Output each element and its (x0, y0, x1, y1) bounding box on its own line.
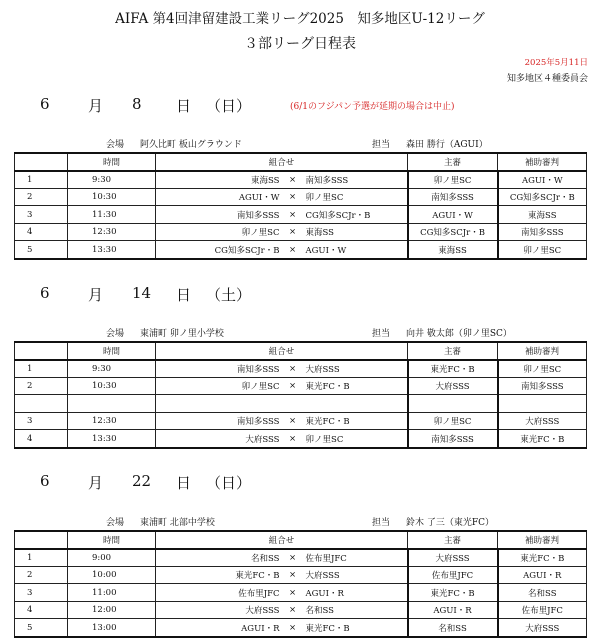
versus-mark (282, 395, 304, 413)
assistant-team: 卯ノ里SC (498, 241, 587, 259)
match-number: 2 (15, 188, 68, 206)
manager-label: 担当 (372, 518, 391, 528)
versus-mark: × (282, 566, 304, 584)
kickoff-time: 10:30 (68, 188, 156, 206)
kickoff-time: 9:30 (68, 360, 156, 378)
publish-date: 2025年5月11日 (524, 58, 588, 68)
day-heading-day: 8 (132, 95, 142, 113)
kickoff-time: 12:00 (68, 601, 156, 619)
manager-label: 担当 (372, 329, 391, 339)
header-no (15, 531, 68, 549)
match-number: 3 (15, 584, 68, 602)
versus-mark: × (282, 412, 304, 430)
header-match: 組合せ (156, 342, 408, 360)
match-number: 3 (15, 206, 68, 224)
assistant-team: AGUI・W (498, 171, 587, 189)
home-team: 卯ノ里SC (156, 223, 282, 241)
manager-name: 森田 勝行（AGUI） (406, 140, 488, 150)
manager-name: 向井 敬太郎（卯ノ里SC） (406, 329, 512, 339)
table-header-row (15, 531, 587, 549)
kickoff-time: 11:00 (68, 584, 156, 602)
kickoff-time: 13:00 (68, 619, 156, 637)
document-subtitle: ３部リーグ日程表 (244, 36, 356, 52)
table-row (15, 206, 587, 224)
kickoff-time: 12:30 (68, 223, 156, 241)
manager-label: 担当 (372, 140, 391, 150)
referee-team: 卯ノ里SC (408, 171, 498, 189)
home-team: AGUI・W (156, 188, 282, 206)
referee-team: 大府SSS (408, 377, 498, 395)
assistant-team: 大府SSS (498, 412, 587, 430)
assistant-team: 東光FC・B (498, 549, 587, 567)
away-team: CG知多SCJr・B (304, 206, 408, 224)
schedule-table (14, 530, 587, 638)
referee-team: 名和SS (408, 619, 498, 637)
table-header-row (15, 153, 587, 171)
home-team: 東光FC・B (156, 566, 282, 584)
versus-mark: × (282, 601, 304, 619)
kickoff-time: 11:30 (68, 206, 156, 224)
header-time: 時間 (68, 342, 156, 360)
table-row (15, 412, 587, 430)
kickoff-time: 13:30 (68, 241, 156, 259)
header-assistant: 補助審判 (498, 531, 587, 549)
day-heading-day-label: 日 (176, 286, 192, 304)
away-team: 東海SS (304, 223, 408, 241)
versus-mark: × (282, 549, 304, 567)
home-team (156, 395, 282, 413)
kickoff-time: 10:00 (68, 566, 156, 584)
table-row (15, 377, 587, 395)
assistant-team: 南知多SSS (498, 377, 587, 395)
home-team: 大府SSS (156, 601, 282, 619)
versus-mark: × (282, 430, 304, 448)
match-number: 2 (15, 566, 68, 584)
day-note: (6/1のフジパン予選が延期の場合は中止) (290, 102, 455, 112)
header-match: 組合せ (156, 531, 408, 549)
away-team: 卯ノ里SC (304, 188, 408, 206)
venue-label: 会場 (106, 329, 125, 339)
day-heading-weekday: （日） (206, 474, 252, 492)
day-heading-weekday: （土） (206, 286, 252, 304)
table-row (15, 360, 587, 378)
home-team: 大府SSS (156, 430, 282, 448)
versus-mark: × (282, 241, 304, 259)
kickoff-time: 9:00 (68, 549, 156, 567)
table-row (15, 549, 587, 567)
referee-team: 南知多SSS (408, 188, 498, 206)
referee-team: 佐布里JFC (408, 566, 498, 584)
away-team: 卯ノ里SC (304, 430, 408, 448)
kickoff-time: 10:30 (68, 377, 156, 395)
referee-team: CG知多SCJr・B (408, 223, 498, 241)
table-header-row (15, 342, 587, 360)
home-team: AGUI・R (156, 619, 282, 637)
header-assistant: 補助審判 (498, 342, 587, 360)
home-team: 佐布里JFC (156, 584, 282, 602)
away-team: 佐布里JFC (304, 549, 408, 567)
day-heading-month: 6 (40, 284, 50, 302)
day-heading-month-label: 月 (88, 97, 104, 115)
day-heading-day-label: 日 (176, 97, 192, 115)
referee-team: 東光FC・B (408, 360, 498, 378)
table-row (15, 584, 587, 602)
assistant-team: AGUI・R (498, 566, 587, 584)
kickoff-time (68, 395, 156, 413)
home-team: 東海SS (156, 171, 282, 189)
away-team: AGUI・W (304, 241, 408, 259)
assistant-team: 南知多SSS (498, 223, 587, 241)
match-number: 5 (15, 241, 68, 259)
away-team: 東光FC・B (304, 619, 408, 637)
day-heading-month-label: 月 (88, 474, 104, 492)
venue-name: 阿久比町 板山グラウンド (140, 140, 242, 150)
away-team: 大府SSS (304, 360, 408, 378)
match-number (15, 395, 68, 413)
assistant-team: 名和SS (498, 584, 587, 602)
schedule-table (14, 152, 587, 260)
referee-team: 卯ノ里SC (408, 412, 498, 430)
day-heading-month: 6 (40, 472, 50, 490)
table-row (15, 223, 587, 241)
header-referee: 主審 (408, 153, 498, 171)
schedule-table (14, 341, 587, 449)
home-team: 卯ノ里SC (156, 377, 282, 395)
header-assistant: 補助審判 (498, 153, 587, 171)
header-referee: 主審 (408, 531, 498, 549)
match-number: 3 (15, 412, 68, 430)
home-team: 南知多SSS (156, 360, 282, 378)
venue-label: 会場 (106, 518, 125, 528)
versus-mark: × (282, 188, 304, 206)
away-team: 大府SSS (304, 566, 408, 584)
versus-mark: × (282, 377, 304, 395)
kickoff-time: 12:30 (68, 412, 156, 430)
assistant-team: 東海SS (498, 206, 587, 224)
match-number: 1 (15, 549, 68, 567)
home-team: 南知多SSS (156, 412, 282, 430)
referee-team: 東海SS (408, 241, 498, 259)
referee-team (408, 395, 498, 413)
referee-team: AGUI・W (408, 206, 498, 224)
match-number: 4 (15, 601, 68, 619)
match-number: 1 (15, 360, 68, 378)
header-no (15, 342, 68, 360)
table-row (15, 430, 587, 448)
table-row (15, 601, 587, 619)
day-heading-month-label: 月 (88, 286, 104, 304)
table-row (15, 171, 587, 189)
day-heading-month: 6 (40, 95, 50, 113)
table-row (15, 566, 587, 584)
document-title: AIFA 第4回津留建設工業リーグ2025 知多地区U-12リーグ (115, 11, 485, 27)
versus-mark: × (282, 584, 304, 602)
header-time: 時間 (68, 153, 156, 171)
referee-team: 大府SSS (408, 549, 498, 567)
kickoff-time: 13:30 (68, 430, 156, 448)
assistant-team (498, 395, 587, 413)
away-team: 南知多SSS (304, 171, 408, 189)
home-team: 名和SS (156, 549, 282, 567)
match-number: 1 (15, 171, 68, 189)
away-team: 東光FC・B (304, 377, 408, 395)
home-team: 南知多SSS (156, 206, 282, 224)
versus-mark: × (282, 619, 304, 637)
header-match: 組合せ (156, 153, 408, 171)
assistant-team: 佐布里JFC (498, 601, 587, 619)
match-number: 2 (15, 377, 68, 395)
table-row (15, 241, 587, 259)
committee-name: 知多地区４種委員会 (506, 74, 588, 84)
day-heading-day: 14 (132, 284, 152, 302)
table-row (15, 188, 587, 206)
venue-name: 東浦町 北部中学校 (140, 518, 215, 528)
day-heading-weekday: （日） (206, 97, 252, 115)
venue-name: 東浦町 卯ノ里小学校 (140, 329, 224, 339)
assistant-team: 東光FC・B (498, 430, 587, 448)
venue-label: 会場 (106, 140, 125, 150)
away-team: AGUI・R (304, 584, 408, 602)
referee-team: 東光FC・B (408, 584, 498, 602)
match-number: 4 (15, 223, 68, 241)
table-row (15, 395, 587, 413)
away-team: 東光FC・B (304, 412, 408, 430)
kickoff-time: 9:30 (68, 171, 156, 189)
match-number: 5 (15, 619, 68, 637)
versus-mark: × (282, 206, 304, 224)
away-team (304, 395, 408, 413)
header-time: 時間 (68, 531, 156, 549)
day-heading-day-label: 日 (176, 474, 192, 492)
assistant-team: CG知多SCJr・B (498, 188, 587, 206)
away-team: 名和SS (304, 601, 408, 619)
manager-name: 鈴木 了三（東光FC） (406, 518, 494, 528)
match-number: 4 (15, 430, 68, 448)
versus-mark: × (282, 223, 304, 241)
home-team: CG知多SCJr・B (156, 241, 282, 259)
header-referee: 主審 (408, 342, 498, 360)
versus-mark: × (282, 171, 304, 189)
table-row (15, 619, 587, 637)
referee-team: 南知多SSS (408, 430, 498, 448)
header-no (15, 153, 68, 171)
referee-team: AGUI・R (408, 601, 498, 619)
assistant-team: 卯ノ里SC (498, 360, 587, 378)
day-heading-day: 22 (132, 472, 152, 490)
assistant-team: 大府SSS (498, 619, 587, 637)
versus-mark: × (282, 360, 304, 378)
